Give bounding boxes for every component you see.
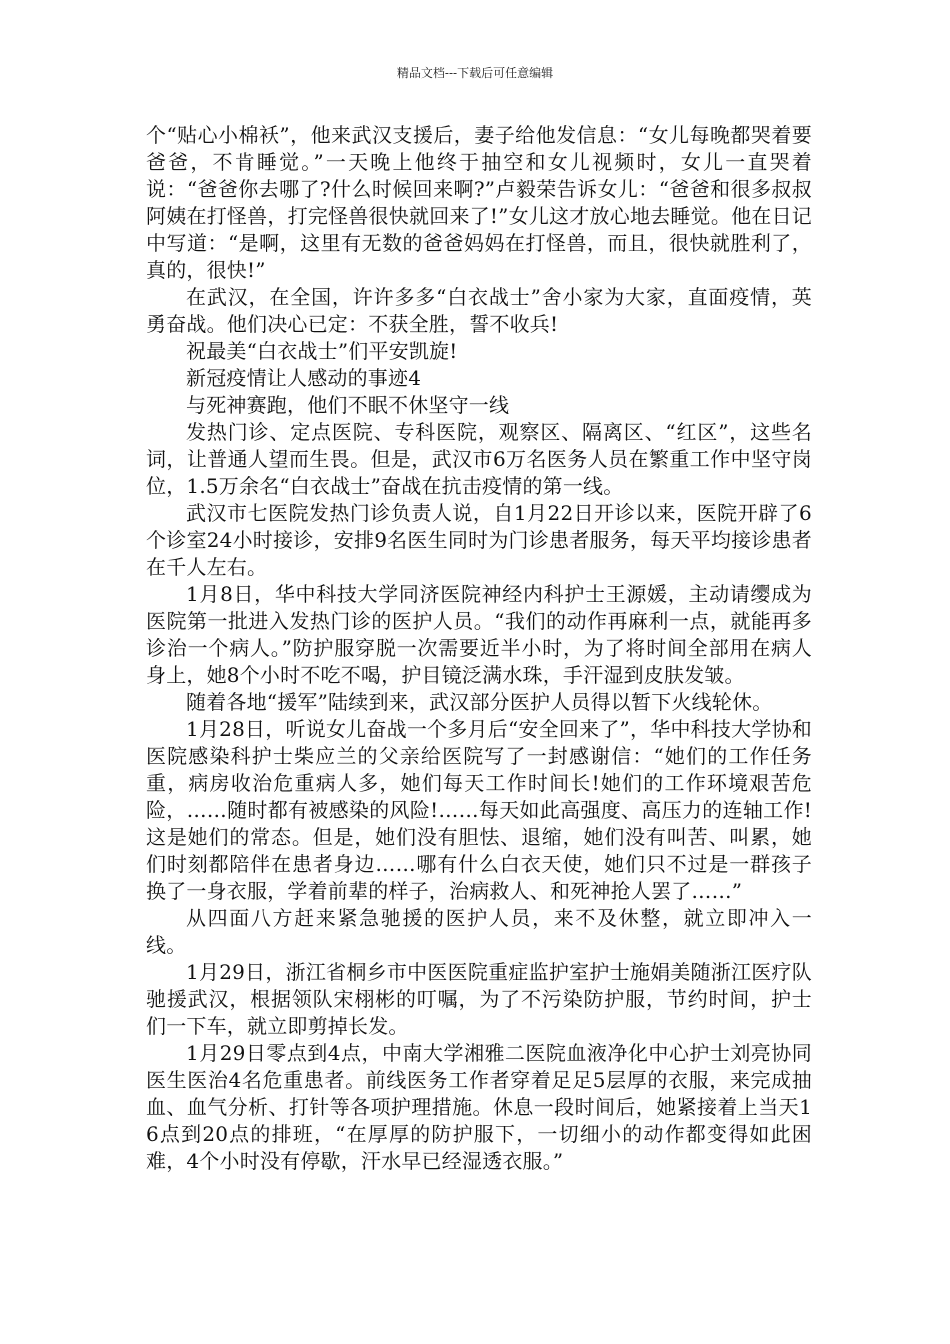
paragraph: 1月8日，华中科技大学同济医院神经内科护士王源媛，主动请缨成为医院第一批进入发热门诊的医护人员。“我们的动作再麻利一点，就能再多诊治一个病人。”防护服穿脱一次需要近半小时，为了将时间全部用在病人身上，她8个小时不吃不喝，护目镜泛满水珠，手汗湿到皮肤发皱。: [146, 582, 812, 687]
paragraph: 1月29日，浙江省桐乡市中医医院重症监护室护士施娟美随浙江医疗队驰援武汉，根据领队宋栩彬的叮嘱，为了不污染防护服，节约时间，护士们一下车，就立即剪掉长发。: [146, 960, 812, 1038]
paragraph: 个“贴心小棉袄”，他来武汉支援后，妻子给他发信息：“女儿每晚都哭着要爸爸，不肯睡觉。”一天晚上他终于抽空和女儿视频时，女儿一直哭着说：“爸爸你去哪了?什么时候回来啊?”卢毅荣告诉女儿：“爸爸和很多叔叔阿姨在打怪兽，打完怪兽很快就回来了!”女儿这才放心地去睡觉。他在日记中写道：“是啊，这里有无数的爸爸妈妈在打怪兽，而且，很快就胜利了，真的，很快!”: [146, 123, 812, 282]
paragraph: 随着各地“援军”陆续到来，武汉部分医护人员得以暂下火线轮休。: [186, 690, 773, 714]
paragraph: 1月29日零点到4点，中南大学湘雅二医院血液净化中心护士刘亮协同医生医治4名危重患者。前线医务工作者穿着足足5层厚的衣服，来完成抽血、血气分析、打针等各项护理措施。休息一段时间后，她紧接着上当天16点到20点的排班，“在厚厚的防护服下，一切细小的动作都变得如此困难，4个小时没有停歇，汗水早已经湿透衣服。”: [146, 1041, 812, 1173]
paragraph: 在武汉，在全国，许许多多“白衣战士”舍小家为大家，直面疫情，英勇奋战。他们决心已定：不获全胜，誓不收兵!: [146, 285, 812, 336]
section-subheading: 与死神赛跑，他们不眠不休坚守一线: [186, 393, 510, 417]
document-body: [146, 122, 812, 1175]
paragraph: 祝最美“白衣战士”们平安凯旋!: [186, 339, 458, 363]
section-heading: 新冠疫情让人感动的事迹4: [186, 366, 422, 390]
paragraph: 武汉市七医院发热门诊负责人说，自1月22日开诊以来，医院开辟了6个诊室24小时接诊，安排9名医生同时为门诊患者服务，每天平均接诊患者在千人左右。: [146, 501, 812, 579]
paragraph: 发热门诊、定点医院、专科医院，观察区、隔离区、“红区”，这些名词，让普通人望而生畏。但是，武汉市6万名医务人员在繁重工作中坚守岗位，1.5万余名“白衣战士”奋战在抗击疫情的第一线。: [146, 420, 812, 498]
page-header: 精品文档---下载后可任意编辑: [396, 66, 554, 80]
paragraph: 1月28日，听说女儿奋战一个多月后“安全回来了”，华中科技大学协和医院感染科护士柴应兰的父亲给医院写了一封感谢信：“她们的工作任务重，病房收治危重病人多，她们每天工作时间长!她们的工作环境艰苦危险，……随时都有被感染的风险!……每天如此高强度、高压力的连轴工作!这是她们的常态。但是，她们没有胆怯、退缩，她们没有叫苦、叫累，她们时刻都陪伴在患者身边……哪有什么白衣天使，她们只不过是一群孩子换了一身衣服，学着前辈的样子，治病救人、和死神抢人罢了……”: [146, 717, 812, 903]
paragraph: 从四面八方赶来紧急驰援的医护人员，来不及休整，就立即冲入一线。: [146, 906, 812, 957]
